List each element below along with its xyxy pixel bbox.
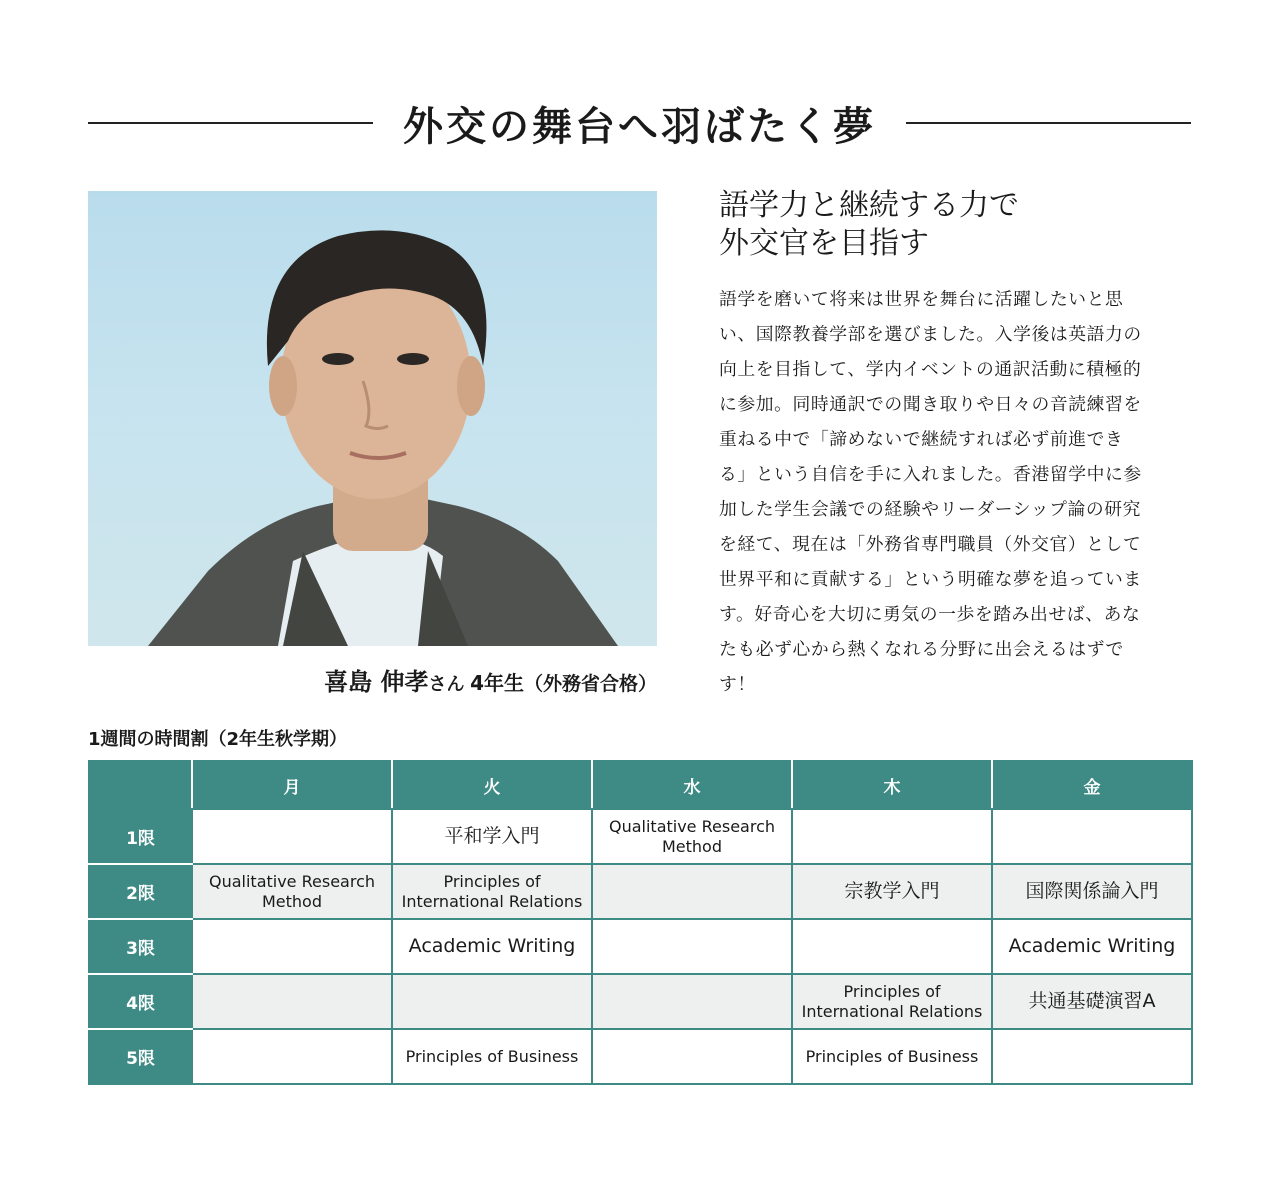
body-line: る」という自信を手に入れました。香港留学中に参 [719, 464, 1142, 485]
class-cell [592, 864, 792, 919]
class-cell: Principles of Business [392, 1029, 592, 1084]
class-cell: Principles of Business [792, 1029, 992, 1084]
class-cell: Qualitative Research Method [592, 809, 792, 864]
body-line: たも必ず心から熱くなれる分野に出会えるはずで [719, 639, 1124, 660]
timetable-header-row [89, 761, 1192, 809]
portrait-illustration [88, 191, 657, 646]
subheading-line: 語学力と継続する力で [719, 188, 1019, 223]
timetable [88, 760, 1193, 1085]
class-cell [592, 919, 792, 974]
class-cell [192, 809, 392, 864]
student-grade: 4年生 [470, 671, 524, 695]
period-label: 1限 [89, 809, 192, 864]
class-cell [592, 1029, 792, 1084]
body-line: に参加。同時通訳での聞き取りや日々の音読練習を [719, 394, 1142, 415]
period-label: 4限 [89, 974, 192, 1029]
class-cell [792, 809, 992, 864]
class-cell: Principles of International Relations [392, 864, 592, 919]
photo-caption [88, 662, 657, 697]
class-cell [992, 1029, 1192, 1084]
body-line: を経て、現在は「外務省専門職員（外交官）として [719, 534, 1142, 555]
body-line: 世界平和に貢献する」という明確な夢を追っていま [719, 569, 1142, 590]
class-cell [192, 1029, 392, 1084]
day-header: 月 [192, 761, 392, 809]
class-cell: Academic Writing [992, 919, 1192, 974]
class-cell [592, 974, 792, 1029]
student-name: 喜島 伸孝 [324, 668, 429, 696]
timetable-row [89, 809, 1192, 864]
class-cell [192, 974, 392, 1029]
heading-rule-right [906, 122, 1191, 124]
class-cell [392, 974, 592, 1029]
timetable-title: 1週間の時間割（2年生秋学期） [88, 729, 348, 750]
class-cell: 平和学入門 [392, 809, 592, 864]
student-note: （外務省合格） [523, 673, 657, 695]
day-header: 火 [392, 761, 592, 809]
timetable-row [89, 864, 1192, 919]
class-cell [792, 919, 992, 974]
body-line: す。好奇心を大切に勇気の一歩を踏み出せば、あな [719, 604, 1141, 625]
timetable-row [89, 974, 1192, 1029]
class-cell [192, 919, 392, 974]
student-honorific: さん [428, 674, 465, 695]
period-label: 2限 [89, 864, 192, 919]
day-header: 水 [592, 761, 792, 809]
body-line: す！ [719, 674, 756, 695]
corner-cell [89, 761, 192, 809]
class-cell: 宗教学入門 [792, 864, 992, 919]
timetable-row [89, 919, 1192, 974]
timetable-row [89, 1029, 1192, 1084]
section-heading [88, 92, 1191, 154]
period-label: 5限 [89, 1029, 192, 1084]
class-cell: Qualitative Research Method [192, 864, 392, 919]
student-photo [88, 191, 657, 646]
article-subheading [719, 187, 1189, 263]
body-line: 向上を目指して、学内イベントの通訳活動に積極的 [719, 359, 1142, 380]
day-header: 金 [992, 761, 1192, 809]
body-line: 語学を磨いて将来は世界を舞台に活躍したいと思 [719, 289, 1124, 310]
period-label: 3限 [89, 919, 192, 974]
article-body [719, 282, 1195, 702]
class-cell: 共通基礎演習A [992, 974, 1192, 1029]
body-line: 加した学生会議での経験やリーダーシップ論の研究 [719, 499, 1142, 520]
subheading-line: 外交官を目指す [719, 226, 929, 261]
page-title: 外交の舞台へ羽ばたく夢 [403, 103, 876, 150]
body-line: い、国際教養学部を選びました。入学後は英語力の [719, 324, 1142, 345]
class-cell: Principles of International Relations [792, 974, 992, 1029]
body-line: 重ねる中で「諦めないで継続すれば必ず前進でき [719, 429, 1124, 450]
day-header: 木 [792, 761, 992, 809]
class-cell: Academic Writing [392, 919, 592, 974]
heading-rule-left [88, 122, 373, 124]
class-cell: 国際関係論入門 [992, 864, 1192, 919]
class-cell [992, 809, 1192, 864]
